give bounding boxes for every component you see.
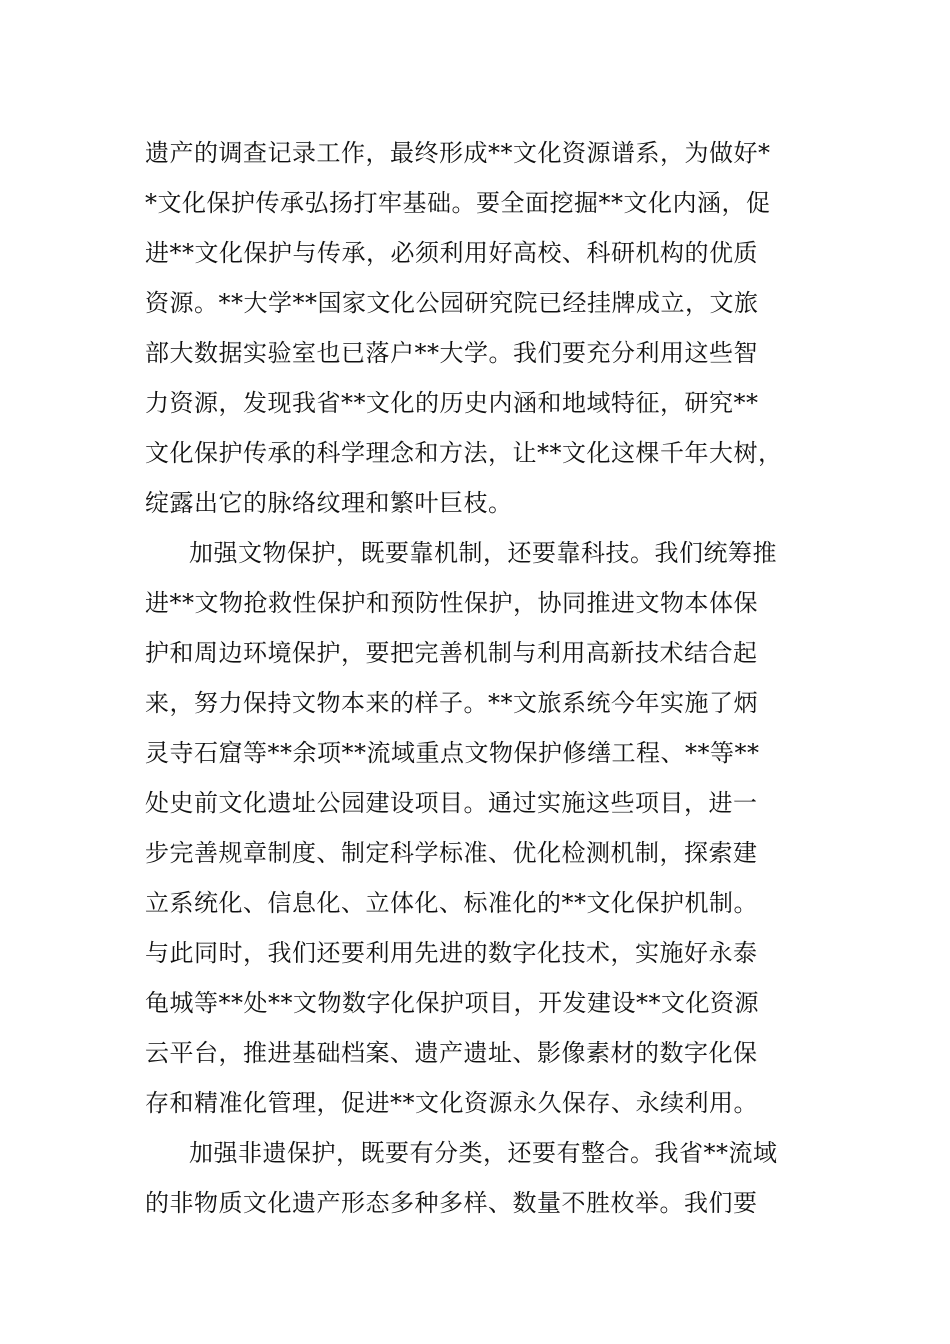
text-line: 处史前文化遗址公园建设项目。通过实施这些项目，进一 bbox=[145, 789, 758, 817]
text-line: 步完善规章制度、制定科学标准、优化检测机制，探索建 bbox=[145, 839, 758, 867]
text-line: 立系统化、信息化、立体化、标准化的**文化保护机制。 bbox=[145, 889, 758, 917]
text-line: 绽露出它的脉络纹理和繁叶巨枝。 bbox=[145, 489, 513, 517]
text-line: 部大数据实验室也已落户**大学。我们要充分利用这些智 bbox=[145, 339, 758, 367]
text-line: 来，努力保持文物本来的样子。**文旅系统今年实施了炳 bbox=[145, 689, 758, 717]
paragraph-1 bbox=[145, 128, 825, 528]
paragraph-2 bbox=[145, 528, 825, 1128]
text-line: 存和精准化管理，促进**文化资源永久保存、永续利用。 bbox=[145, 1089, 758, 1117]
text-line: 进**文物抢救性保护和预防性保护，协同推进文物本体保 bbox=[145, 589, 758, 617]
text-line: 的非物质文化遗产形态多种多样、数量不胜枚举。我们要 bbox=[145, 1189, 758, 1217]
text-line: 进**文化保护与传承，必须利用好高校、科研机构的优质 bbox=[145, 239, 758, 267]
text-line: 灵寺石窟等**余项**流域重点文物保护修缮工程、**等** bbox=[145, 739, 760, 767]
document-body bbox=[145, 128, 825, 1228]
paragraph-3 bbox=[145, 1128, 825, 1228]
text-line: 力资源，发现我省**文化的历史内涵和地域特征，研究** bbox=[145, 389, 759, 417]
text-line: 加强文物保护，既要靠机制，还要靠科技。我们统筹推 bbox=[189, 539, 777, 567]
text-line: 龟城等**处**文物数字化保护项目，开发建设**文化资源 bbox=[145, 989, 759, 1017]
text-line: 资源。**大学**国家文化公园研究院已经挂牌成立，文旅 bbox=[145, 289, 759, 317]
text-line: 遗产的调查记录工作，最终形成**文化资源谱系，为做好* bbox=[145, 139, 771, 167]
text-line: 护和周边环境保护，要把完善机制与利用高新技术结合起 bbox=[145, 639, 758, 667]
text-line: *文化保护传承弘扬打牢基础。要全面挖掘**文化内涵，促 bbox=[145, 189, 771, 217]
text-line: 加强非遗保护，既要有分类，还要有整合。我省**流域 bbox=[189, 1139, 778, 1167]
text-line: 文化保护传承的科学理念和方法，让**文化这棵千年大树， bbox=[145, 439, 783, 467]
text-line: 与此同时，我们还要利用先进的数字化技术，实施好永泰 bbox=[145, 939, 758, 967]
text-line: 云平台，推进基础档案、遗产遗址、影像素材的数字化保 bbox=[145, 1039, 758, 1067]
